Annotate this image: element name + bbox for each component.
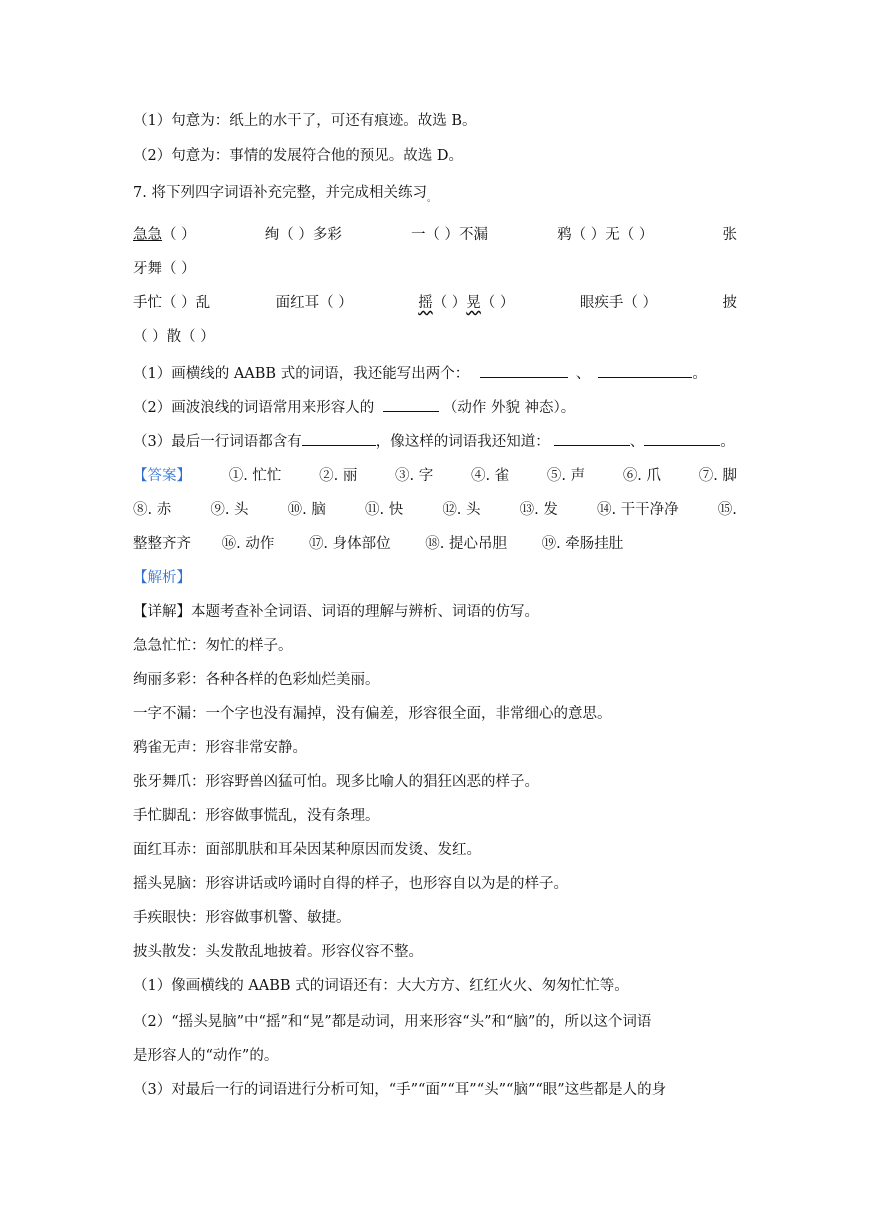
word-1: 急急（ ）	[133, 227, 196, 243]
word-4: 鸦（ ）无（ ）	[557, 227, 654, 243]
answer-item: ⑨. 头	[210, 502, 249, 518]
explanation-entry: 张牙舞爪：形容野兽凶猛可怕。现多比喻人的猖狂凶恶的样子。	[133, 774, 539, 790]
wavy-char-huang: 晃	[466, 295, 481, 311]
answer-blank	[554, 431, 630, 446]
question-7-title	[133, 183, 737, 209]
wavy-char-yao: 摇	[418, 295, 433, 311]
answer-row-2	[133, 500, 737, 520]
word-5-start: 张	[722, 227, 737, 243]
explanation-entry: 手疾眼快：形容做事机警、敏捷。	[133, 910, 351, 926]
sub-question-1: （1）画横线的 AABB 式的词语，我还能写出两个： 、 。	[133, 363, 737, 384]
answer-item: ⑰. 身体部位	[308, 536, 391, 552]
answer-item: ⑬. 发	[519, 502, 558, 518]
answer-blank	[598, 363, 692, 378]
explanation-entry: 鸦雀无声：形容非常安静。	[133, 740, 307, 756]
answer-item: ⑮.	[717, 502, 737, 518]
explanation-line-1: （1）句意为：纸上的水干了，可还有痕迹。故选 B。	[133, 113, 477, 129]
word-row-2-cont: （ ）散（ ）	[133, 329, 215, 345]
part-3-explanation: （3）对最后一行的词语进行分析可知，“手”“面”“耳”“头”“脑”“眼”这些都是人的身	[133, 1082, 667, 1098]
answer-item: ⑧. 赤	[133, 502, 172, 518]
explanation-entry: 急急忙忙：匆忙的样子。	[133, 638, 293, 654]
answer-blank	[302, 431, 376, 446]
answer-item: ⑫. 头	[442, 502, 481, 518]
word-2: 绚（ ）多彩	[264, 227, 342, 243]
word-3: 一（ ）不漏	[410, 227, 489, 243]
word-row-1-cont: 牙舞（ ）	[133, 261, 196, 277]
explanation-entry: 一字不漏：一个字也没有漏掉，没有偏差，形容很全面，非常细心的意思。	[133, 706, 612, 722]
answer-item: ①. 忙忙	[228, 468, 282, 484]
explanation-line-2: （2）句意为：事情的发展符合他的预见。故选 D。	[133, 148, 463, 164]
answer-blank	[644, 431, 720, 446]
word-9: 眼疾手（ ）	[579, 295, 657, 311]
explanation-entry: 手忙脚乱：形容做事慌乱，没有条理。	[133, 808, 380, 824]
answer-blank	[383, 397, 439, 412]
answer-item: ⑪. 快	[364, 502, 404, 518]
explanation-entry: 披头散发：头发散乱地披着。形容仪容不整。	[133, 944, 423, 960]
answer-item: ⑯. 动作	[221, 536, 275, 552]
word-row-2	[133, 293, 737, 313]
answer-item: ③. 字	[395, 468, 434, 484]
word-7: 面红耳（ ）	[275, 295, 353, 311]
part-2-explanation: （2）“摇头晃脑”中“摇”和“晃”都是动词，用来形容“头”和“脑”的，所以这个词语	[133, 1014, 652, 1030]
question-7-dot: 。	[426, 193, 436, 204]
answer-item: 整整齐齐	[133, 536, 191, 552]
answer-row-3	[133, 534, 737, 554]
explanation-entry: 绚丽多彩：各种各样的色彩灿烂美丽。	[133, 672, 380, 688]
question-7-text: 7. 将下列四字词语补充完整，并完成相关练习	[133, 185, 427, 201]
answer-item: ⑤. 声	[546, 468, 586, 484]
answer-item: ⑩. 脑	[287, 502, 326, 518]
answer-item: ⑱. 提心吊胆	[425, 536, 507, 552]
explanation-entry: 摇头晃脑：形容讲话或吟诵时自得的样子，也形容自以为是的样子。	[133, 876, 568, 892]
word-8: 摇（ ）晃（ ）	[418, 295, 515, 311]
part-1-explanation: （1）像画横线的 AABB 式的词语还有：大大方方、红红火火、匆匆忙忙等。	[133, 978, 629, 994]
answer-label: 【答案】	[133, 468, 191, 484]
sub-question-3: （3）最后一行词语都含有 ，像这样的词语我还知道： 、 。	[133, 431, 737, 452]
answer-row-1	[133, 466, 737, 486]
sub-question-2: （2）画波浪线的词语常用来形容人的 （动作 外貌 神态）。	[133, 397, 737, 418]
answer-item: ⑦. 脚	[698, 468, 737, 484]
word-10-start: 披	[722, 295, 737, 311]
detail-intro: 【详解】本题考查补全词语、词语的理解与辨析、词语的仿写。	[133, 604, 539, 620]
analysis-label: 【解析】	[133, 570, 191, 586]
explanation-entry: 面红耳赤：面部肌肤和耳朵因某种原因而发烫、发红。	[133, 842, 481, 858]
answer-blank	[480, 363, 568, 378]
answer-item: ④. 雀	[470, 468, 510, 484]
word-row-1	[133, 225, 737, 245]
word-6: 手忙（ ）乱	[133, 295, 211, 311]
part-2-explanation-cont: 是形容人的“动作”的。	[133, 1048, 279, 1064]
answer-item: ⑭. 干干净净	[596, 502, 679, 518]
answer-item: ②. 丽	[319, 468, 358, 484]
answer-item: ⑲. 牵肠挂肚	[541, 536, 624, 552]
answer-item: ⑥. 爪	[622, 468, 662, 484]
underlined-word: 急急	[133, 227, 162, 243]
